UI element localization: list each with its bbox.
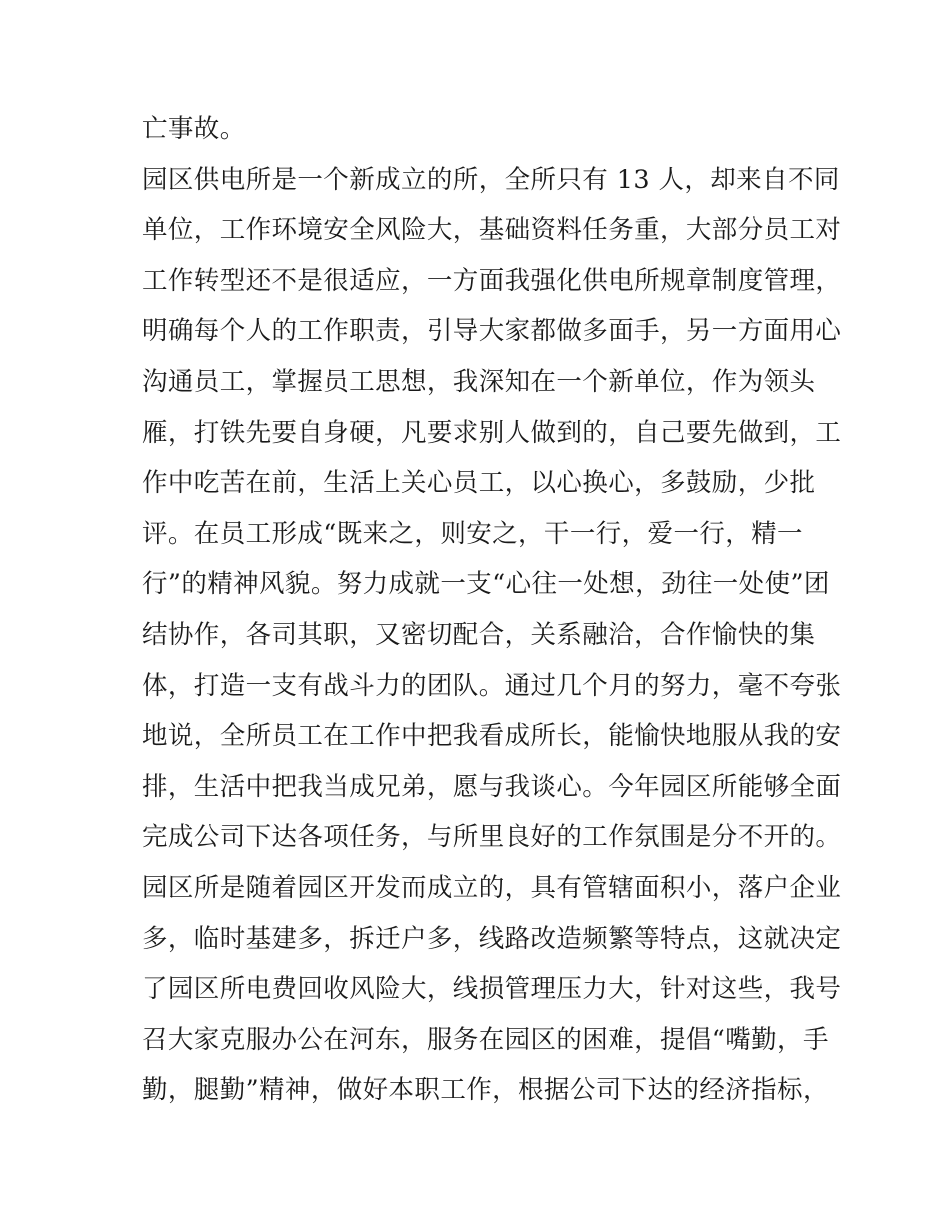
text-line-5: 明确每个人的工作职责，引导大家都做多面手，另一方面用心 [142,316,842,347]
text-line-11: 结协作，各司其职，又密切配合，关系融洽，合作愉快的集 [142,619,816,650]
text-line-16: 园区所是随着园区开发而成立的，具有管辖面积小，落户企业 [142,872,842,903]
text-line-15: 完成公司下达各项任务，与所里良好的工作氛围是分不开的。 [142,822,842,853]
text-line-2: 园区供电所是一个新成立的所，全所只有 13 人，却来自不同 [142,164,840,195]
text-line-19: 召大家克服办公在河东，服务在园区的困难，提倡“嘴勤，手 [142,1024,829,1055]
text-line-8: 作中吃苦在前，生活上关心员工，以心换心，多鼓励，少批 [142,468,816,499]
text-line-10: 行”的精神风貌。努力成就一支“心往一处想，劲往一处使”团 [142,569,830,600]
text-line-6: 沟通员工，掌握员工思想，我深知在一个新单位，作为领头 [142,366,816,397]
text-line-17: 多，临时基建多，拆迁户多，线路改造频繁等特点，这就决定 [142,923,842,954]
text-line-18: 了园区所电费回收风险大，线损管理压力大，针对这些，我号 [142,974,842,1005]
body-text [142,104,842,1116]
text-line-7: 雁，打铁先要自身硬，凡要求别人做到的，自己要先做到，工 [142,417,842,448]
text-line-4: 工作转型还不是很适应，一方面我强化供电所规章制度管理， [142,265,842,296]
text-line-20: 勤，腿勤”精神，做好本职工作，根据公司下达的经济指标， [142,1075,829,1106]
text-line-9: 评。在员工形成“既来之，则安之，干一行，爱一行，精一 [142,518,803,549]
text-line-1: 亡事故。 [142,114,246,144]
text-line-13: 地说，全所员工在工作中把我看成所长，能愉快地服从我的安 [142,721,842,752]
text-line-12: 体，打造一支有战斗力的团队。通过几个月的努力，毫不夸张 [142,670,842,701]
text-line-14: 排，生活中把我当成兄弟，愿与我谈心。今年园区所能够全面 [142,771,842,802]
text-line-3: 单位，工作环境安全风险大，基础资料任务重，大部分员工对 [142,215,842,246]
